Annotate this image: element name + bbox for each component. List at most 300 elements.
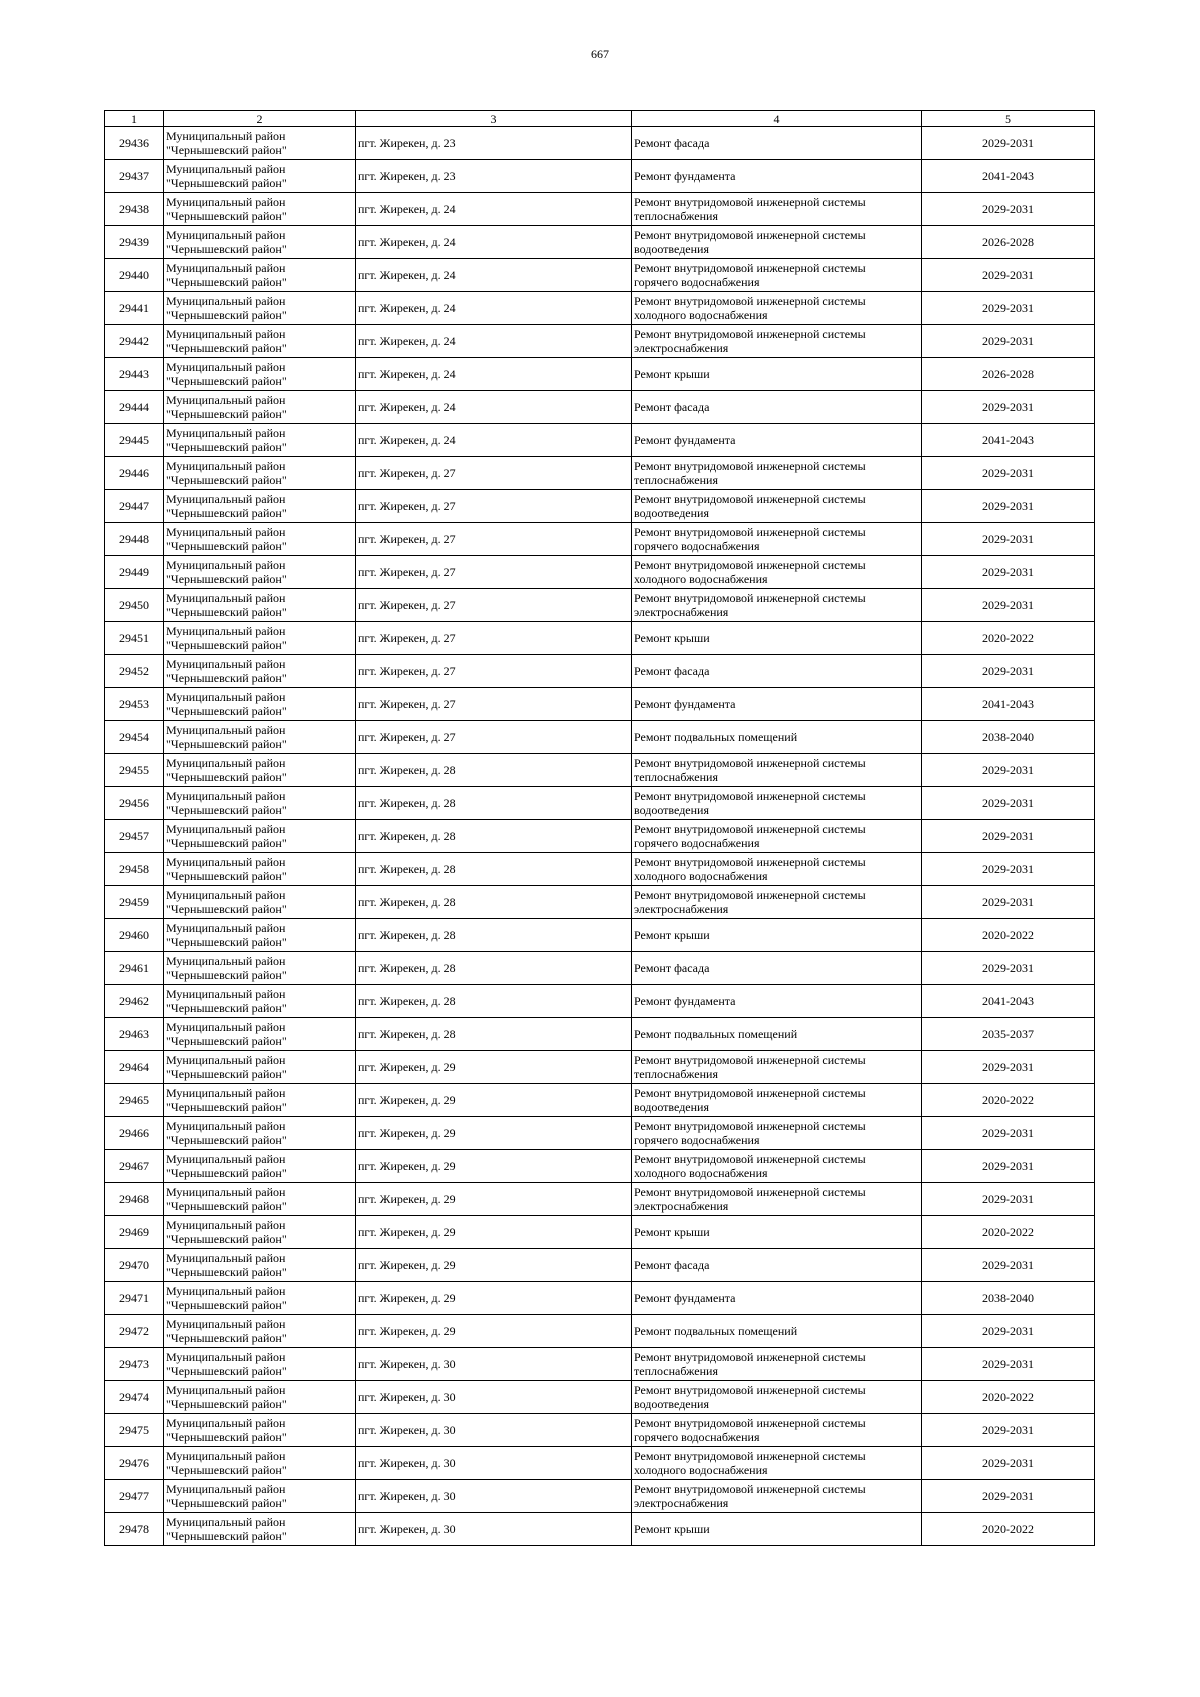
work-type-line: Ремонт внутридомовой инженерной системы [634, 261, 866, 275]
period-cell: 2041-2043 [922, 160, 1095, 193]
period-cell: 2020-2022 [922, 1216, 1095, 1249]
work-type-line: холодного водоснабжения [634, 572, 768, 586]
municipality-cell [164, 259, 356, 292]
work-type-line: электроснабжения [634, 341, 729, 355]
municipality-cell [164, 358, 356, 391]
municipality-cell [164, 1216, 356, 1249]
row-number-cell: 29470 [105, 1249, 164, 1282]
period-cell: 2029-2031 [922, 127, 1095, 160]
municipality-line: "Чернышевский район" [166, 671, 287, 685]
address-cell: пгт. Жирекен, д. 27 [356, 721, 632, 754]
work-type-cell [632, 589, 922, 622]
municipality-line: "Чернышевский район" [166, 1199, 287, 1213]
period-cell: 2029-2031 [922, 1183, 1095, 1216]
work-type-line: горячего водоснабжения [634, 539, 760, 553]
period-cell: 2029-2031 [922, 853, 1095, 886]
municipality-line: Муниципальный район [166, 1284, 286, 1298]
row-number-cell: 29462 [105, 985, 164, 1018]
work-type-line: водоотведения [634, 1100, 709, 1114]
work-type-cell [632, 721, 922, 754]
work-type-cell [632, 490, 922, 523]
municipality-line: Муниципальный район [166, 855, 286, 869]
column-header-1: 1 [105, 111, 164, 127]
municipality-line: Муниципальный район [166, 723, 286, 737]
period-cell: 2029-2031 [922, 589, 1095, 622]
table-row [105, 853, 1095, 886]
period-cell: 2035-2037 [922, 1018, 1095, 1051]
work-type-cell [632, 193, 922, 226]
period-cell: 2029-2031 [922, 952, 1095, 985]
municipality-line: Муниципальный район [166, 1350, 286, 1364]
row-number-cell: 29469 [105, 1216, 164, 1249]
work-type-line: Ремонт внутридомовой инженерной системы [634, 1086, 866, 1100]
municipality-line: "Чернышевский район" [166, 308, 287, 322]
municipality-cell [164, 919, 356, 952]
municipality-line: "Чернышевский район" [166, 1100, 287, 1114]
municipality-line: Муниципальный район [166, 228, 286, 242]
municipality-line: "Чернышевский район" [166, 275, 287, 289]
work-type-line: горячего водоснабжения [634, 1430, 760, 1444]
municipality-cell [164, 160, 356, 193]
work-type-cell [632, 160, 922, 193]
municipality-line: Муниципальный район [166, 1515, 286, 1529]
table-row [105, 1414, 1095, 1447]
work-type-line: Ремонт крыши [634, 1225, 710, 1239]
work-type-line: холодного водоснабжения [634, 308, 768, 322]
municipality-cell [164, 1315, 356, 1348]
row-number-cell: 29436 [105, 127, 164, 160]
table-row [105, 1249, 1095, 1282]
period-cell: 2029-2031 [922, 886, 1095, 919]
row-number-cell: 29445 [105, 424, 164, 457]
period-cell: 2020-2022 [922, 622, 1095, 655]
municipality-line: Муниципальный район [166, 1152, 286, 1166]
municipality-line: "Чернышевский район" [166, 1001, 287, 1015]
repair-schedule-table [104, 110, 1095, 1546]
row-number-cell: 29447 [105, 490, 164, 523]
municipality-line: "Чернышевский район" [166, 1496, 287, 1510]
municipality-cell [164, 1150, 356, 1183]
row-number-cell: 29468 [105, 1183, 164, 1216]
municipality-line: "Чернышевский район" [166, 506, 287, 520]
municipality-line: Муниципальный район [166, 294, 286, 308]
work-type-line: электроснабжения [634, 1199, 729, 1213]
period-cell: 2029-2031 [922, 1480, 1095, 1513]
municipality-cell [164, 325, 356, 358]
table-row [105, 1150, 1095, 1183]
work-type-cell [632, 424, 922, 457]
work-type-line: водоотведения [634, 803, 709, 817]
row-number-cell: 29464 [105, 1051, 164, 1084]
table-row [105, 655, 1095, 688]
work-type-cell [632, 358, 922, 391]
municipality-line: "Чернышевский район" [166, 1430, 287, 1444]
municipality-cell [164, 1447, 356, 1480]
municipality-cell [164, 754, 356, 787]
municipality-line: "Чернышевский район" [166, 1067, 287, 1081]
row-number-cell: 29472 [105, 1315, 164, 1348]
address-cell: пгт. Жирекен, д. 28 [356, 1018, 632, 1051]
table-row [105, 754, 1095, 787]
period-cell: 2020-2022 [922, 1084, 1095, 1117]
page-number: 667 [591, 47, 609, 61]
work-type-line: Ремонт фасада [634, 664, 710, 678]
work-type-cell [632, 391, 922, 424]
work-type-line: Ремонт внутридомовой инженерной системы [634, 195, 866, 209]
address-cell: пгт. Жирекен, д. 28 [356, 820, 632, 853]
municipality-line: "Чернышевский район" [166, 1529, 287, 1543]
address-cell: пгт. Жирекен, д. 23 [356, 160, 632, 193]
work-type-line: Ремонт внутридомовой инженерной системы [634, 1185, 866, 1199]
table-row [105, 556, 1095, 589]
municipality-line: Муниципальный район [166, 1251, 286, 1265]
period-cell: 2029-2031 [922, 259, 1095, 292]
address-cell: пгт. Жирекен, д. 30 [356, 1348, 632, 1381]
work-type-line: электроснабжения [634, 902, 729, 916]
table-row [105, 952, 1095, 985]
work-type-cell [632, 1315, 922, 1348]
work-type-line: Ремонт фасада [634, 1258, 710, 1272]
row-number-cell: 29441 [105, 292, 164, 325]
municipality-line: "Чернышевский район" [166, 539, 287, 553]
address-cell: пгт. Жирекен, д. 24 [356, 358, 632, 391]
work-type-cell [632, 820, 922, 853]
work-type-line: Ремонт внутридомовой инженерной системы [634, 756, 866, 770]
address-cell: пгт. Жирекен, д. 27 [356, 622, 632, 655]
municipality-cell [164, 1183, 356, 1216]
municipality-cell [164, 1282, 356, 1315]
work-type-cell [632, 1249, 922, 1282]
municipality-line: "Чернышевский район" [166, 1364, 287, 1378]
work-type-line: Ремонт крыши [634, 928, 710, 942]
table-row [105, 1348, 1095, 1381]
table-row [105, 688, 1095, 721]
municipality-cell [164, 226, 356, 259]
table-row [105, 1381, 1095, 1414]
work-type-cell [632, 853, 922, 886]
municipality-line: "Чернышевский район" [166, 902, 287, 916]
work-type-line: горячего водоснабжения [634, 1133, 760, 1147]
address-cell: пгт. Жирекен, д. 27 [356, 589, 632, 622]
period-cell: 2029-2031 [922, 1414, 1095, 1447]
period-cell: 2038-2040 [922, 721, 1095, 754]
municipality-line: "Чернышевский район" [166, 1397, 287, 1411]
table-row [105, 424, 1095, 457]
work-type-line: электроснабжения [634, 1496, 729, 1510]
work-type-cell [632, 622, 922, 655]
address-cell: пгт. Жирекен, д. 28 [356, 787, 632, 820]
table-row [105, 1216, 1095, 1249]
period-cell: 2041-2043 [922, 985, 1095, 1018]
municipality-line: Муниципальный район [166, 459, 286, 473]
municipality-cell [164, 622, 356, 655]
municipality-line: "Чернышевский район" [166, 935, 287, 949]
address-cell: пгт. Жирекен, д. 29 [356, 1183, 632, 1216]
address-cell: пгт. Жирекен, д. 30 [356, 1414, 632, 1447]
work-type-line: Ремонт внутридомовой инженерной системы [634, 591, 866, 605]
row-number-cell: 29475 [105, 1414, 164, 1447]
table-row [105, 1282, 1095, 1315]
address-cell: пгт. Жирекен, д. 29 [356, 1150, 632, 1183]
municipality-cell [164, 523, 356, 556]
period-cell: 2029-2031 [922, 1117, 1095, 1150]
municipality-cell [164, 127, 356, 160]
row-number-cell: 29453 [105, 688, 164, 721]
work-type-cell [632, 1183, 922, 1216]
work-type-line: холодного водоснабжения [634, 1463, 768, 1477]
address-cell: пгт. Жирекен, д. 24 [356, 226, 632, 259]
work-type-line: Ремонт внутридомовой инженерной системы [634, 1350, 866, 1364]
municipality-cell [164, 589, 356, 622]
work-type-line: Ремонт фасада [634, 961, 710, 975]
work-type-cell [632, 919, 922, 952]
municipality-cell [164, 820, 356, 853]
table-row [105, 1447, 1095, 1480]
row-number-cell: 29478 [105, 1513, 164, 1546]
work-type-cell [632, 952, 922, 985]
work-type-line: Ремонт внутридомовой инженерной системы [634, 294, 866, 308]
municipality-line: Муниципальный район [166, 1053, 286, 1067]
table-row [105, 589, 1095, 622]
row-number-cell: 29466 [105, 1117, 164, 1150]
municipality-line: Муниципальный район [166, 822, 286, 836]
municipality-cell [164, 787, 356, 820]
work-type-line: Ремонт внутридомовой инженерной системы [634, 1152, 866, 1166]
table-row [105, 1117, 1095, 1150]
table-row [105, 1018, 1095, 1051]
municipality-line: Муниципальный район [166, 1086, 286, 1100]
work-type-line: Ремонт внутридомовой инженерной системы [634, 327, 866, 341]
row-number-cell: 29474 [105, 1381, 164, 1414]
address-cell: пгт. Жирекен, д. 28 [356, 919, 632, 952]
municipality-cell [164, 490, 356, 523]
row-number-cell: 29477 [105, 1480, 164, 1513]
address-cell: пгт. Жирекен, д. 29 [356, 1117, 632, 1150]
municipality-line: Муниципальный район [166, 195, 286, 209]
work-type-line: Ремонт внутридомовой инженерной системы [634, 558, 866, 572]
table-body [105, 127, 1095, 1546]
address-cell: пгт. Жирекен, д. 29 [356, 1249, 632, 1282]
work-type-line: холодного водоснабжения [634, 1166, 768, 1180]
period-cell: 2029-2031 [922, 1051, 1095, 1084]
municipality-cell [164, 853, 356, 886]
address-cell: пгт. Жирекен, д. 23 [356, 127, 632, 160]
municipality-cell [164, 1051, 356, 1084]
work-type-line: Ремонт крыши [634, 631, 710, 645]
municipality-line: Муниципальный район [166, 1449, 286, 1463]
municipality-line: "Чернышевский район" [166, 407, 287, 421]
municipality-line: "Чернышевский район" [166, 869, 287, 883]
period-cell: 2029-2031 [922, 325, 1095, 358]
address-cell: пгт. Жирекен, д. 27 [356, 523, 632, 556]
municipality-cell [164, 721, 356, 754]
municipality-line: "Чернышевский район" [166, 572, 287, 586]
period-cell: 2041-2043 [922, 688, 1095, 721]
address-cell: пгт. Жирекен, д. 29 [356, 1084, 632, 1117]
work-type-line: горячего водоснабжения [634, 836, 760, 850]
row-number-cell: 29461 [105, 952, 164, 985]
municipality-cell [164, 193, 356, 226]
row-number-cell: 29443 [105, 358, 164, 391]
table-row [105, 193, 1095, 226]
period-cell: 2029-2031 [922, 193, 1095, 226]
period-cell: 2029-2031 [922, 820, 1095, 853]
municipality-line: "Чернышевский район" [166, 374, 287, 388]
municipality-line: Муниципальный район [166, 756, 286, 770]
work-type-cell [632, 1051, 922, 1084]
address-cell: пгт. Жирекен, д. 28 [356, 952, 632, 985]
municipality-line: "Чернышевский район" [166, 968, 287, 982]
municipality-cell [164, 424, 356, 457]
row-number-cell: 29458 [105, 853, 164, 886]
work-type-line: Ремонт крыши [634, 1522, 710, 1536]
period-cell: 2029-2031 [922, 1315, 1095, 1348]
address-cell: пгт. Жирекен, д. 27 [356, 457, 632, 490]
municipality-line: "Чернышевский район" [166, 638, 287, 652]
work-type-cell [632, 523, 922, 556]
row-number-cell: 29448 [105, 523, 164, 556]
work-type-line: Ремонт внутридомовой инженерной системы [634, 1416, 866, 1430]
period-cell: 2029-2031 [922, 754, 1095, 787]
work-type-cell [632, 1348, 922, 1381]
work-type-line: теплоснабжения [634, 473, 718, 487]
municipality-line: "Чернышевский район" [166, 1133, 287, 1147]
table-row [105, 1315, 1095, 1348]
table-row [105, 1084, 1095, 1117]
work-type-line: Ремонт внутридомовой инженерной системы [634, 1119, 866, 1133]
row-number-cell: 29476 [105, 1447, 164, 1480]
municipality-cell [164, 952, 356, 985]
work-type-cell [632, 556, 922, 589]
period-cell: 2029-2031 [922, 1348, 1095, 1381]
municipality-line: "Чернышевский район" [166, 1265, 287, 1279]
municipality-line: Муниципальный район [166, 492, 286, 506]
row-number-cell: 29455 [105, 754, 164, 787]
work-type-cell [632, 1447, 922, 1480]
municipality-line: "Чернышевский район" [166, 1034, 287, 1048]
address-cell: пгт. Жирекен, д. 29 [356, 1051, 632, 1084]
municipality-line: Муниципальный район [166, 954, 286, 968]
address-cell: пгт. Жирекен, д. 24 [356, 193, 632, 226]
address-cell: пгт. Жирекен, д. 27 [356, 655, 632, 688]
work-type-line: Ремонт внутридомовой инженерной системы [634, 525, 866, 539]
column-header-3: 3 [356, 111, 632, 127]
row-number-cell: 29460 [105, 919, 164, 952]
work-type-line: Ремонт фасада [634, 400, 710, 414]
municipality-cell [164, 1348, 356, 1381]
work-type-line: Ремонт подвальных помещений [634, 1027, 798, 1041]
table-header [105, 111, 1095, 127]
work-type-line: Ремонт фундамента [634, 169, 736, 183]
work-type-cell [632, 1282, 922, 1315]
municipality-line: Муниципальный район [166, 327, 286, 341]
work-type-line: водоотведения [634, 506, 709, 520]
table-row [105, 292, 1095, 325]
address-cell: пгт. Жирекен, д. 27 [356, 490, 632, 523]
municipality-line: Муниципальный район [166, 1185, 286, 1199]
work-type-line: Ремонт внутридомовой инженерной системы [634, 459, 866, 473]
municipality-line: Муниципальный район [166, 1020, 286, 1034]
municipality-line: Муниципальный район [166, 1218, 286, 1232]
table-row [105, 622, 1095, 655]
period-cell: 2029-2031 [922, 490, 1095, 523]
work-type-cell [632, 655, 922, 688]
address-cell: пгт. Жирекен, д. 29 [356, 1315, 632, 1348]
address-cell: пгт. Жирекен, д. 30 [356, 1513, 632, 1546]
table-row [105, 523, 1095, 556]
work-type-line: Ремонт внутридомовой инженерной системы [634, 1482, 866, 1496]
address-cell: пгт. Жирекен, д. 30 [356, 1447, 632, 1480]
municipality-line: "Чернышевский район" [166, 605, 287, 619]
column-header-4: 4 [632, 111, 922, 127]
table-row [105, 721, 1095, 754]
work-type-line: Ремонт внутридомовой инженерной системы [634, 855, 866, 869]
row-number-cell: 29456 [105, 787, 164, 820]
municipality-line: Муниципальный район [166, 591, 286, 605]
row-number-cell: 29440 [105, 259, 164, 292]
period-cell: 2029-2031 [922, 523, 1095, 556]
row-number-cell: 29437 [105, 160, 164, 193]
address-cell: пгт. Жирекен, д. 28 [356, 754, 632, 787]
work-type-line: Ремонт внутридомовой инженерной системы [634, 822, 866, 836]
municipality-line: "Чернышевский район" [166, 1331, 287, 1345]
address-cell: пгт. Жирекен, д. 28 [356, 985, 632, 1018]
municipality-cell [164, 556, 356, 589]
table-row [105, 259, 1095, 292]
municipality-line: Муниципальный район [166, 789, 286, 803]
work-type-cell [632, 1480, 922, 1513]
period-cell: 2029-2031 [922, 1150, 1095, 1183]
table-row [105, 1513, 1095, 1546]
table-row [105, 325, 1095, 358]
period-cell: 2020-2022 [922, 1381, 1095, 1414]
municipality-cell [164, 1381, 356, 1414]
column-header-2: 2 [164, 111, 356, 127]
municipality-line: "Чернышевский район" [166, 473, 287, 487]
municipality-line: Муниципальный район [166, 1383, 286, 1397]
work-type-line: Ремонт фундамента [634, 697, 736, 711]
table-row [105, 160, 1095, 193]
work-type-line: теплоснабжения [634, 209, 718, 223]
municipality-cell [164, 655, 356, 688]
work-type-line: водоотведения [634, 242, 709, 256]
work-type-line: Ремонт внутридомовой инженерной системы [634, 228, 866, 242]
work-type-cell [632, 1414, 922, 1447]
period-cell: 2020-2022 [922, 1513, 1095, 1546]
municipality-line: Муниципальный район [166, 525, 286, 539]
table-row [105, 820, 1095, 853]
row-number-cell: 29457 [105, 820, 164, 853]
period-cell: 2029-2031 [922, 292, 1095, 325]
municipality-cell [164, 886, 356, 919]
address-cell: пгт. Жирекен, д. 24 [356, 391, 632, 424]
row-number-cell: 29459 [105, 886, 164, 919]
municipality-line: Муниципальный район [166, 657, 286, 671]
municipality-line: "Чернышевский район" [166, 176, 287, 190]
work-type-cell [632, 325, 922, 358]
address-cell: пгт. Жирекен, д. 24 [356, 259, 632, 292]
municipality-cell [164, 1084, 356, 1117]
municipality-line: "Чернышевский район" [166, 143, 287, 157]
row-number-cell: 29463 [105, 1018, 164, 1051]
table-row [105, 391, 1095, 424]
work-type-line: водоотведения [634, 1397, 709, 1411]
work-type-line: Ремонт внутридомовой инженерной системы [634, 1383, 866, 1397]
municipality-cell [164, 1513, 356, 1546]
work-type-cell [632, 292, 922, 325]
work-type-line: горячего водоснабжения [634, 275, 760, 289]
period-cell: 2029-2031 [922, 556, 1095, 589]
